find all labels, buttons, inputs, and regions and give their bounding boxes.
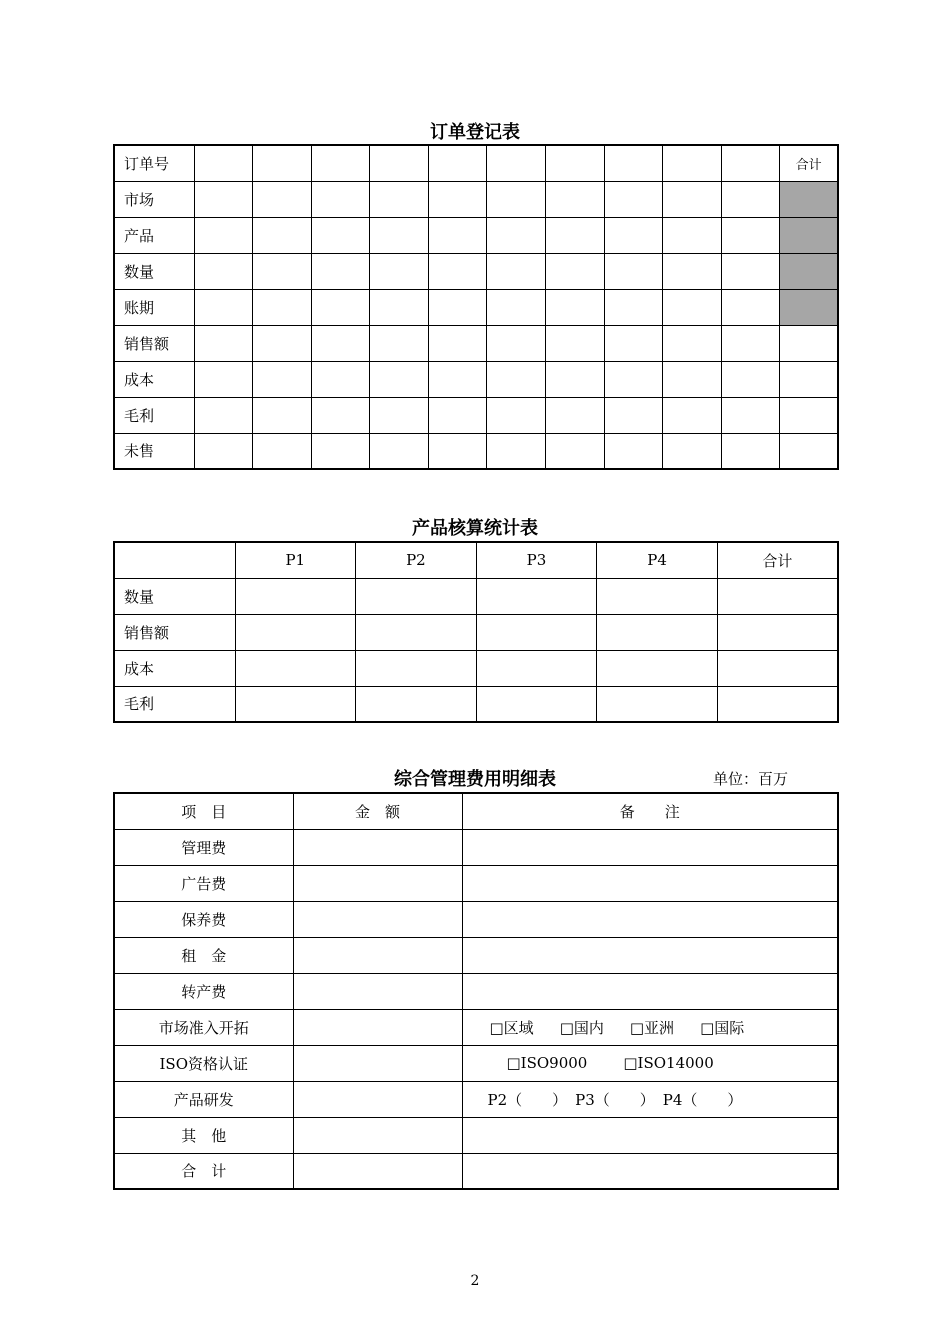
order-register-table [113,144,839,470]
order-cell[interactable] [604,325,663,361]
expense-note-cell[interactable] [462,1153,838,1189]
order-cell[interactable] [721,325,780,361]
order-total-cell[interactable] [780,181,838,217]
expense-item-label: 市场准入开拓 [114,1009,293,1045]
product-cell[interactable] [356,686,477,722]
iso-option[interactable]: □ISO9000 [506,1054,588,1072]
rd-option[interactable]: P4（ ） [662,1090,743,1109]
order-cell[interactable] [721,361,780,397]
order-row-label: 数量 [114,253,194,289]
order-cell[interactable] [311,145,370,181]
order-cell[interactable] [487,397,546,433]
expense-note-cell[interactable] [462,1045,838,1081]
product-cell[interactable] [356,650,477,686]
product-row-label: 毛利 [114,686,235,722]
product-cell[interactable] [597,650,718,686]
order-cell[interactable] [194,397,253,433]
order-cell[interactable] [428,361,487,397]
order-cell[interactable] [546,181,605,217]
order-cell[interactable] [311,181,370,217]
order-cell[interactable] [487,325,546,361]
order-cell[interactable] [663,217,722,253]
order-cell[interactable] [253,181,312,217]
product-column-header: P2 [356,542,477,578]
order-cell[interactable] [546,433,605,469]
expense-table-title: 综合管理费用明细表 [394,769,556,790]
expense-row [114,1081,838,1117]
product-row-label: 成本 [114,650,235,686]
order-cell[interactable] [546,361,605,397]
expense-item-label: 合 计 [114,1153,293,1189]
order-total-cell[interactable] [780,361,838,397]
expense-row [114,1117,838,1153]
product-cell[interactable] [235,650,356,686]
expense-item-label: 管理费 [114,829,293,865]
order-cell[interactable] [370,217,429,253]
order-cell[interactable] [194,217,253,253]
expense-item-label: 保养费 [114,901,293,937]
order-cell[interactable] [311,397,370,433]
expense-amount-cell[interactable] [293,865,462,901]
order-cell[interactable] [604,361,663,397]
order-cell[interactable] [546,325,605,361]
order-cell[interactable] [194,289,253,325]
order-cell[interactable] [487,145,546,181]
expense-note-cell[interactable] [462,901,838,937]
order-cell[interactable] [604,289,663,325]
product-cell[interactable] [235,578,356,614]
order-cell[interactable] [546,289,605,325]
product-cell[interactable] [476,686,597,722]
order-cell[interactable] [311,217,370,253]
order-cell[interactable] [487,181,546,217]
order-cell[interactable] [428,433,487,469]
order-table-title: 订单登记表 [430,122,520,143]
order-cell[interactable] [194,361,253,397]
order-total-header: 合计 [780,145,838,181]
order-cell[interactable] [487,289,546,325]
product-row [114,650,838,686]
order-cell[interactable] [370,181,429,217]
order-row-label: 市场 [114,181,194,217]
order-cell[interactable] [663,397,722,433]
page-number: 2 [470,1273,480,1289]
product-cell[interactable] [717,578,838,614]
order-cell[interactable] [311,433,370,469]
order-cell[interactable] [487,361,546,397]
order-row [114,361,838,397]
expense-item-label: 广告费 [114,865,293,901]
order-cell[interactable] [663,145,722,181]
expense-header-row [114,793,838,829]
order-cell[interactable] [194,145,253,181]
market-option[interactable]: □国际 [700,1018,745,1037]
expense-amount-cell[interactable] [293,1081,462,1117]
order-cell[interactable] [370,145,429,181]
order-cell[interactable] [428,397,487,433]
order-total-cell[interactable] [780,397,838,433]
expense-row [114,865,838,901]
expense-amount-cell[interactable] [293,1009,462,1045]
order-cell[interactable] [311,361,370,397]
expense-item-label: 产品研发 [114,1081,293,1117]
order-row-label: 销售额 [114,325,194,361]
order-cell[interactable] [663,325,722,361]
order-row [114,145,838,181]
expense-note-cell[interactable] [462,1117,838,1153]
order-total-cell[interactable] [780,433,838,469]
product-cell[interactable] [235,686,356,722]
order-total-cell[interactable] [780,325,838,361]
expense-note-cell[interactable] [462,973,838,1009]
order-cell[interactable] [194,325,253,361]
order-row-label: 产品 [114,217,194,253]
rd-option[interactable]: P2（ ） [487,1090,568,1109]
order-cell[interactable] [721,145,780,181]
order-cell[interactable] [721,217,780,253]
product-cell[interactable] [356,614,477,650]
market-option[interactable]: □国内 [559,1018,604,1037]
order-row [114,325,838,361]
order-cell[interactable] [546,217,605,253]
product-cell[interactable] [717,614,838,650]
order-cell[interactable] [253,433,312,469]
expense-row [114,1009,838,1045]
order-cell[interactable] [663,361,722,397]
order-cell[interactable] [546,145,605,181]
order-cell[interactable] [721,253,780,289]
expense-note-cell[interactable] [462,829,838,865]
rd-option[interactable]: P3（ ） [575,1090,655,1109]
product-cell[interactable] [476,578,597,614]
expense-item-label: 其 他 [114,1117,293,1153]
order-cell[interactable] [253,289,312,325]
order-cell[interactable] [253,253,312,289]
product-header-row [114,542,838,578]
expense-amount-cell[interactable] [293,1117,462,1153]
order-row [114,253,838,289]
product-column-header: P3 [476,542,597,578]
order-cell[interactable] [311,289,370,325]
expense-item-label: 租 金 [114,937,293,973]
order-cell[interactable] [428,289,487,325]
expense-amount-cell[interactable] [293,1153,462,1189]
order-cell[interactable] [721,433,780,469]
product-table-title: 产品核算统计表 [412,518,538,539]
order-cell[interactable] [663,289,722,325]
expense-amount-cell[interactable] [293,937,462,973]
expense-row [114,937,838,973]
product-cell[interactable] [476,650,597,686]
expense-detail-table [113,792,839,1190]
product-row [114,578,838,614]
order-cell[interactable] [253,361,312,397]
order-cell[interactable] [487,433,546,469]
iso-option[interactable]: □ISO14000 [623,1054,714,1072]
expense-column-header: 金 额 [293,793,462,829]
order-cell[interactable] [428,181,487,217]
product-cell[interactable] [476,614,597,650]
product-column-header: P4 [597,542,718,578]
order-row-label: 账期 [114,289,194,325]
expense-note-cell[interactable] [462,1009,838,1045]
expense-column-header: 备 注 [462,793,838,829]
expense-column-header: 项 目 [114,793,293,829]
order-cell[interactable] [194,181,253,217]
order-total-cell[interactable] [780,289,838,325]
expense-note-cell[interactable] [462,937,838,973]
expense-item-label: ISO资格认证 [114,1045,293,1081]
order-cell[interactable] [253,145,312,181]
expense-row [114,829,838,865]
order-cell[interactable] [253,397,312,433]
expense-row [114,901,838,937]
expense-row [114,1153,838,1189]
expense-note-cell[interactable] [462,1081,838,1117]
order-cell[interactable] [604,181,663,217]
order-cell[interactable] [604,433,663,469]
order-cell[interactable] [370,253,429,289]
order-cell[interactable] [546,397,605,433]
order-cell[interactable] [428,253,487,289]
expense-row [114,1045,838,1081]
product-cell[interactable] [235,614,356,650]
expense-amount-cell[interactable] [293,1045,462,1081]
order-cell[interactable] [428,145,487,181]
order-cell[interactable] [721,289,780,325]
order-cell[interactable] [604,397,663,433]
expense-amount-cell[interactable] [293,829,462,865]
order-row-label: 毛利 [114,397,194,433]
order-row [114,217,838,253]
order-row [114,397,838,433]
expense-item-label: 转产费 [114,973,293,1009]
product-cell[interactable] [597,686,718,722]
order-cell[interactable] [253,217,312,253]
expense-note-cell[interactable] [462,865,838,901]
product-column-header: 合计 [717,542,838,578]
order-cell[interactable] [428,217,487,253]
order-row [114,433,838,469]
order-cell[interactable] [604,253,663,289]
order-cell[interactable] [604,145,663,181]
product-cell[interactable] [717,686,838,722]
order-cell[interactable] [194,253,253,289]
order-row [114,181,838,217]
order-cell[interactable] [663,433,722,469]
order-row [114,289,838,325]
order-cell[interactable] [370,289,429,325]
product-cell[interactable] [356,578,477,614]
order-cell[interactable] [370,433,429,469]
order-row-label: 成本 [114,361,194,397]
order-cell[interactable] [663,253,722,289]
order-cell[interactable] [721,181,780,217]
order-cell[interactable] [721,397,780,433]
product-column-header: P1 [235,542,356,578]
order-cell[interactable] [663,181,722,217]
order-cell[interactable] [487,253,546,289]
order-cell[interactable] [487,217,546,253]
product-row [114,686,838,722]
order-cell[interactable] [428,325,487,361]
product-row [114,614,838,650]
product-cell[interactable] [717,650,838,686]
product-row-label: 销售额 [114,614,235,650]
order-cell[interactable] [370,397,429,433]
order-cell[interactable] [253,325,312,361]
order-total-cell[interactable] [780,253,838,289]
order-cell[interactable] [370,361,429,397]
order-total-cell[interactable] [780,217,838,253]
order-cell[interactable] [311,253,370,289]
order-cell[interactable] [604,217,663,253]
unit-label: 单位：百万 [713,770,789,788]
expense-amount-cell[interactable] [293,901,462,937]
product-cell[interactable] [597,578,718,614]
market-option[interactable]: □区域 [489,1018,534,1037]
order-cell[interactable] [311,325,370,361]
market-option[interactable]: □亚洲 [629,1018,675,1037]
product-accounting-table [113,541,839,723]
expense-row [114,973,838,1009]
order-cell[interactable] [546,253,605,289]
product-cell[interactable] [597,614,718,650]
product-column-header [114,542,235,578]
order-cell[interactable] [194,433,253,469]
product-row-label: 数量 [114,578,235,614]
order-row-label: 未售 [114,433,194,469]
order-cell[interactable] [370,325,429,361]
order-row-label: 订单号 [114,145,194,181]
expense-amount-cell[interactable] [293,973,462,1009]
